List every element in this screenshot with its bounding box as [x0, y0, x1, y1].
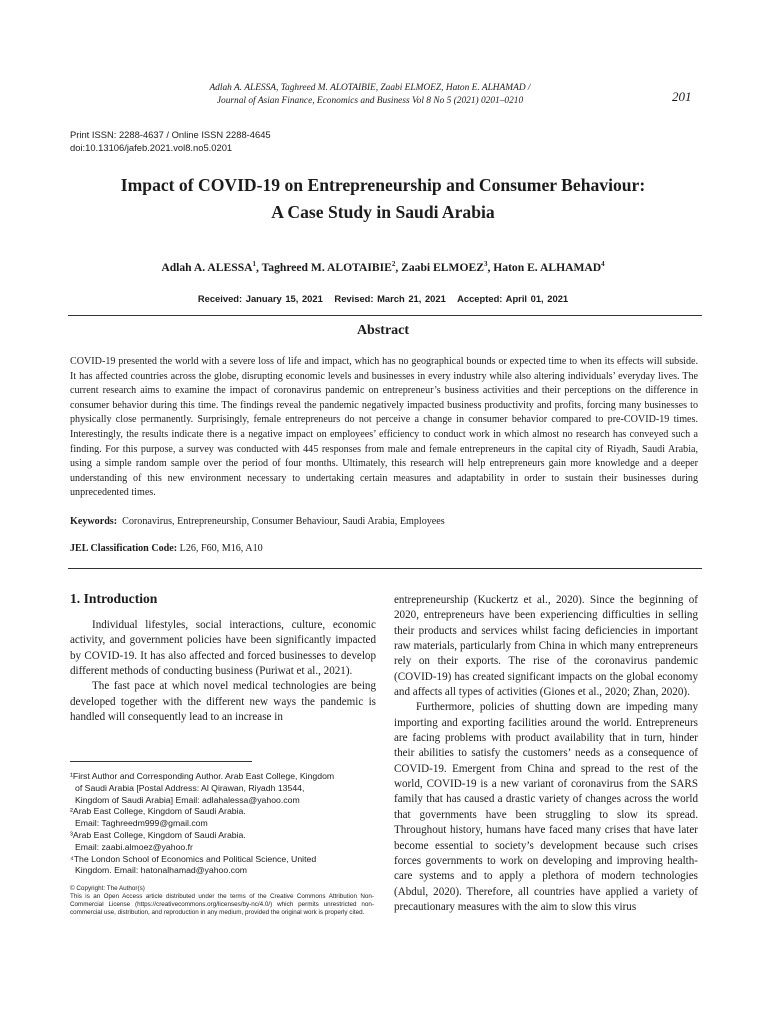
paper-title: [60, 172, 706, 226]
issn-line: Print ISSN: 2288-4637 / Online ISSN 2288-4645: [70, 129, 271, 140]
abstract-top-rule: [68, 315, 702, 316]
author-name: Adlah A. ALESSA: [161, 260, 253, 274]
right-column-text: [394, 593, 698, 915]
paragraph: Individual lifestyles, social interactions, culture, economic activity, and government policies have been significantly impacted by COVID-19. It has also affected and forced businesses to develop different methods of conducting business (Puriwat et al., 2021).: [70, 619, 376, 678]
jel-label: JEL Classification Code:: [70, 543, 178, 554]
paragraph: Furthermore, policies of shutting down are impeding many importing and exporting facilities around the world. Entrepreneurs are facing problems with product availability that in turn, hinder their abilities to satisfy the customers’ needs as a consequence of COVID-19. Emergent from China and spread to the rest of the world, COVID-19 is a new variant of coronavirus from the SARS family that has caused a drastic variety of changes across the world that governments have been struggling to slow its spread. Throughout history, humans have faced many crises that have later become essential to society’s development because such crises forces governments to work on developing and improving health-care systems and to apply a plethora of modern technologies (Abdul, 2020). Therefore, all countries have applied a variety of precautionary measures with the aim to slow this virus: [394, 701, 698, 913]
footnote-2-line: ²Arab East College, Kingdom of Saudi Arabia.: [70, 806, 246, 817]
paragraph: The fast pace at which novel medical technologies are being developed together with the different new ways the pandemic is handled will consequently lead to an increase in: [70, 680, 376, 724]
section-heading-introduction: 1. Introduction: [70, 591, 158, 606]
jel-classification: [70, 543, 698, 554]
page-number: 201: [672, 89, 692, 104]
footnote-4-line: Kingdom. Email: hatonalhamad@yahoo.com: [75, 865, 248, 876]
received-date: Received: January 15, 2021: [197, 293, 323, 304]
abstract-body: COVID-19 presented the world with a severe loss of life and impact, which has no geographical bounds or expected time to when its effects will subside. It has affected countries across the globe, disrupting economic levels and businesses in every industry while also altering individuals’ everyday lives. The current research aims to examine the impact of coronavirus pandemic on entrepreneur’s business activities and their perceptions on the difference in consumer behavior during this time. The findings reveal the pandemic negatively impacted business productivity and profits, forcing many businesses to physically close permanently. Surprisingly, female entrepreneurs do not perceive a change in consumer behavior compared to pre-COVID-19 times. Interestingly, the results indicate there is a negative impact on employees’ efficiency to conduct work in which almost no research has conveyed such a finding. For this purpose, a survey was conducted with 445 responses from male and female entrepreneurs in the capital city of Riyadh, Saudi Arabia, using a simple random sample over the period of four months. Ultimately, this research will help entrepreneurs gain more knowledge and a deeper understanding of this new environment necessary to undertaking certain measures and adaptability in order to sustain their businesses during unprecedented times.: [70, 356, 698, 499]
jel-value: L26, F60, M16, A10: [179, 543, 263, 554]
license-text: This is an Open Access article distributed under the terms of the Creative Commons Attribution Non-Commercial License (https://creativecommons.org/licenses/by-nc/4.0/) which permits unrestricted non-commercial use, distribution, and reproduction in any medium, provided the original work is properly cited.: [70, 892, 374, 916]
running-head: [150, 82, 590, 108]
keywords: [70, 516, 698, 527]
footnote-3-line: ³Arab East College, Kingdom of Saudi Arabia.: [70, 829, 246, 840]
author-name: Haton E. ALHAMAD: [493, 260, 602, 274]
author-affiliation-mark: 4: [601, 260, 605, 268]
submission-dates: [60, 293, 706, 304]
footnote-1-line: of Saudi Arabia [Postal Address: Al Qirawan, Riyadh 13544,: [75, 782, 305, 793]
left-column-text: [70, 618, 376, 725]
author-list: Adlah A. ALESSA$^1$, Taghreed M. ALOTAIBIE$^2$, Zaabi ELMOEZ$^3$, Haton E. ALHAMAD$^4$: [161, 260, 605, 274]
author-name: Taghreed M. ALOTAIBIE: [261, 260, 392, 274]
footnote-1-line: ¹First Author and Corresponding Author. Arab East College, Kingdom: [70, 771, 335, 781]
accepted-date: Accepted: April 01, 2021: [457, 293, 569, 304]
copyright-notice: [70, 885, 374, 917]
paper-title-line-1: Impact of COVID-19 on Entrepreneurship and Consumer Behaviour:: [120, 175, 646, 195]
author-affiliation-mark: 1: [252, 260, 257, 268]
running-head-journal: Journal of Asian Finance, Economics and Business Vol 8 No 5 (2021) 0201–0210: [216, 96, 524, 106]
doi-line: doi:10.13106/jafeb.2021.vol8.no5.0201: [70, 142, 233, 153]
keywords-value: Coronavirus, Entrepreneurship, Consumer Behaviour, Saudi Arabia, Employees: [122, 516, 445, 527]
paragraph: entrepreneurship (Kuckertz et al., 2020). Since the beginning of 2020, entrepreneurs have been experiencing difficulties in selling their products and services whilst facing deficiencies in important raw materials, particularly from China in which many entrepreneurs rely on their exports. The rise of the coronavirus pandemic (COVID-19) has created significant impacts on the global economy and affects all types of activities (Giones et al., 2020; Zhan, 2020).: [394, 594, 698, 699]
paper-title-line-2: A Case Study in Saudi Arabia: [271, 202, 495, 222]
footnote-rule: [70, 761, 252, 762]
author-name: Zaabi ELMOEZ: [401, 260, 484, 274]
running-head-authors: Adlah A. ALESSA, Taghreed M. ALOTAIBIE, Zaabi ELMOEZ, Haton E. ALHAMAD /: [209, 83, 531, 93]
revised-date: Revised: March 21, 2021: [334, 293, 446, 304]
keywords-label: Keywords:: [70, 516, 118, 527]
abstract-bottom-rule: [68, 568, 702, 569]
abstract-heading: Abstract: [356, 323, 410, 338]
copyright-line: © Copyright: The Author(s): [70, 885, 145, 892]
footnote-2-line: Email: Taghreedm999@gmail.com: [75, 818, 208, 829]
issn-block: [70, 128, 271, 154]
footnote-4-line: ⁴The London School of Economics and Political Science, United: [70, 853, 317, 864]
footnote-1-line: Kingdom of Saudi Arabia] Email: adlahalessa@yahoo.com: [75, 794, 300, 805]
footnotes: [70, 771, 374, 877]
footnote-3-line: Email: zaabi.almoez@yahoo.fr: [75, 841, 193, 852]
author-affiliation-mark: 2: [391, 260, 396, 268]
author-affiliation-mark: 3: [483, 260, 488, 268]
